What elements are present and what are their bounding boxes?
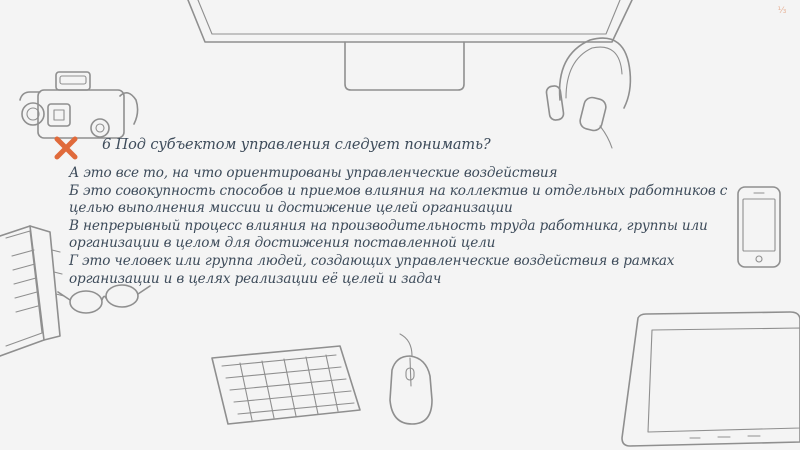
notebook-icon	[0, 226, 64, 356]
corner-badge: ⅓	[777, 6, 787, 16]
glasses-icon	[58, 285, 150, 313]
keyboard-icon	[212, 346, 360, 424]
camera-icon	[20, 72, 138, 138]
mouse-icon	[390, 334, 432, 424]
wrong-answer-icon	[52, 134, 80, 162]
headphones-icon	[546, 38, 631, 148]
answer-c[interactable]: В непрерывный процесс влияния на производительность труда работника, группы или организации в целом для достижения поставленной цели	[69, 217, 708, 252]
answer-list	[69, 165, 729, 288]
question-title: 6 Под субъектом управления следует понимать?	[102, 137, 491, 153]
smartphone-icon	[738, 187, 780, 267]
monitor-icon	[188, 0, 632, 90]
answer-d[interactable]: Г это человек или группа людей, создающих управленческие воздействия в рамках организации и в целях реализации её целей и задач	[69, 252, 675, 287]
answer-b[interactable]: Б это совокупность способов и приемов влияния на коллектив и отдельных работников с целью выполнения миссии и достижение целей организации	[69, 182, 728, 217]
tablet-icon	[622, 312, 800, 446]
answer-a[interactable]: А это все то, на что ориентированы управленческие воздействия	[69, 165, 558, 181]
